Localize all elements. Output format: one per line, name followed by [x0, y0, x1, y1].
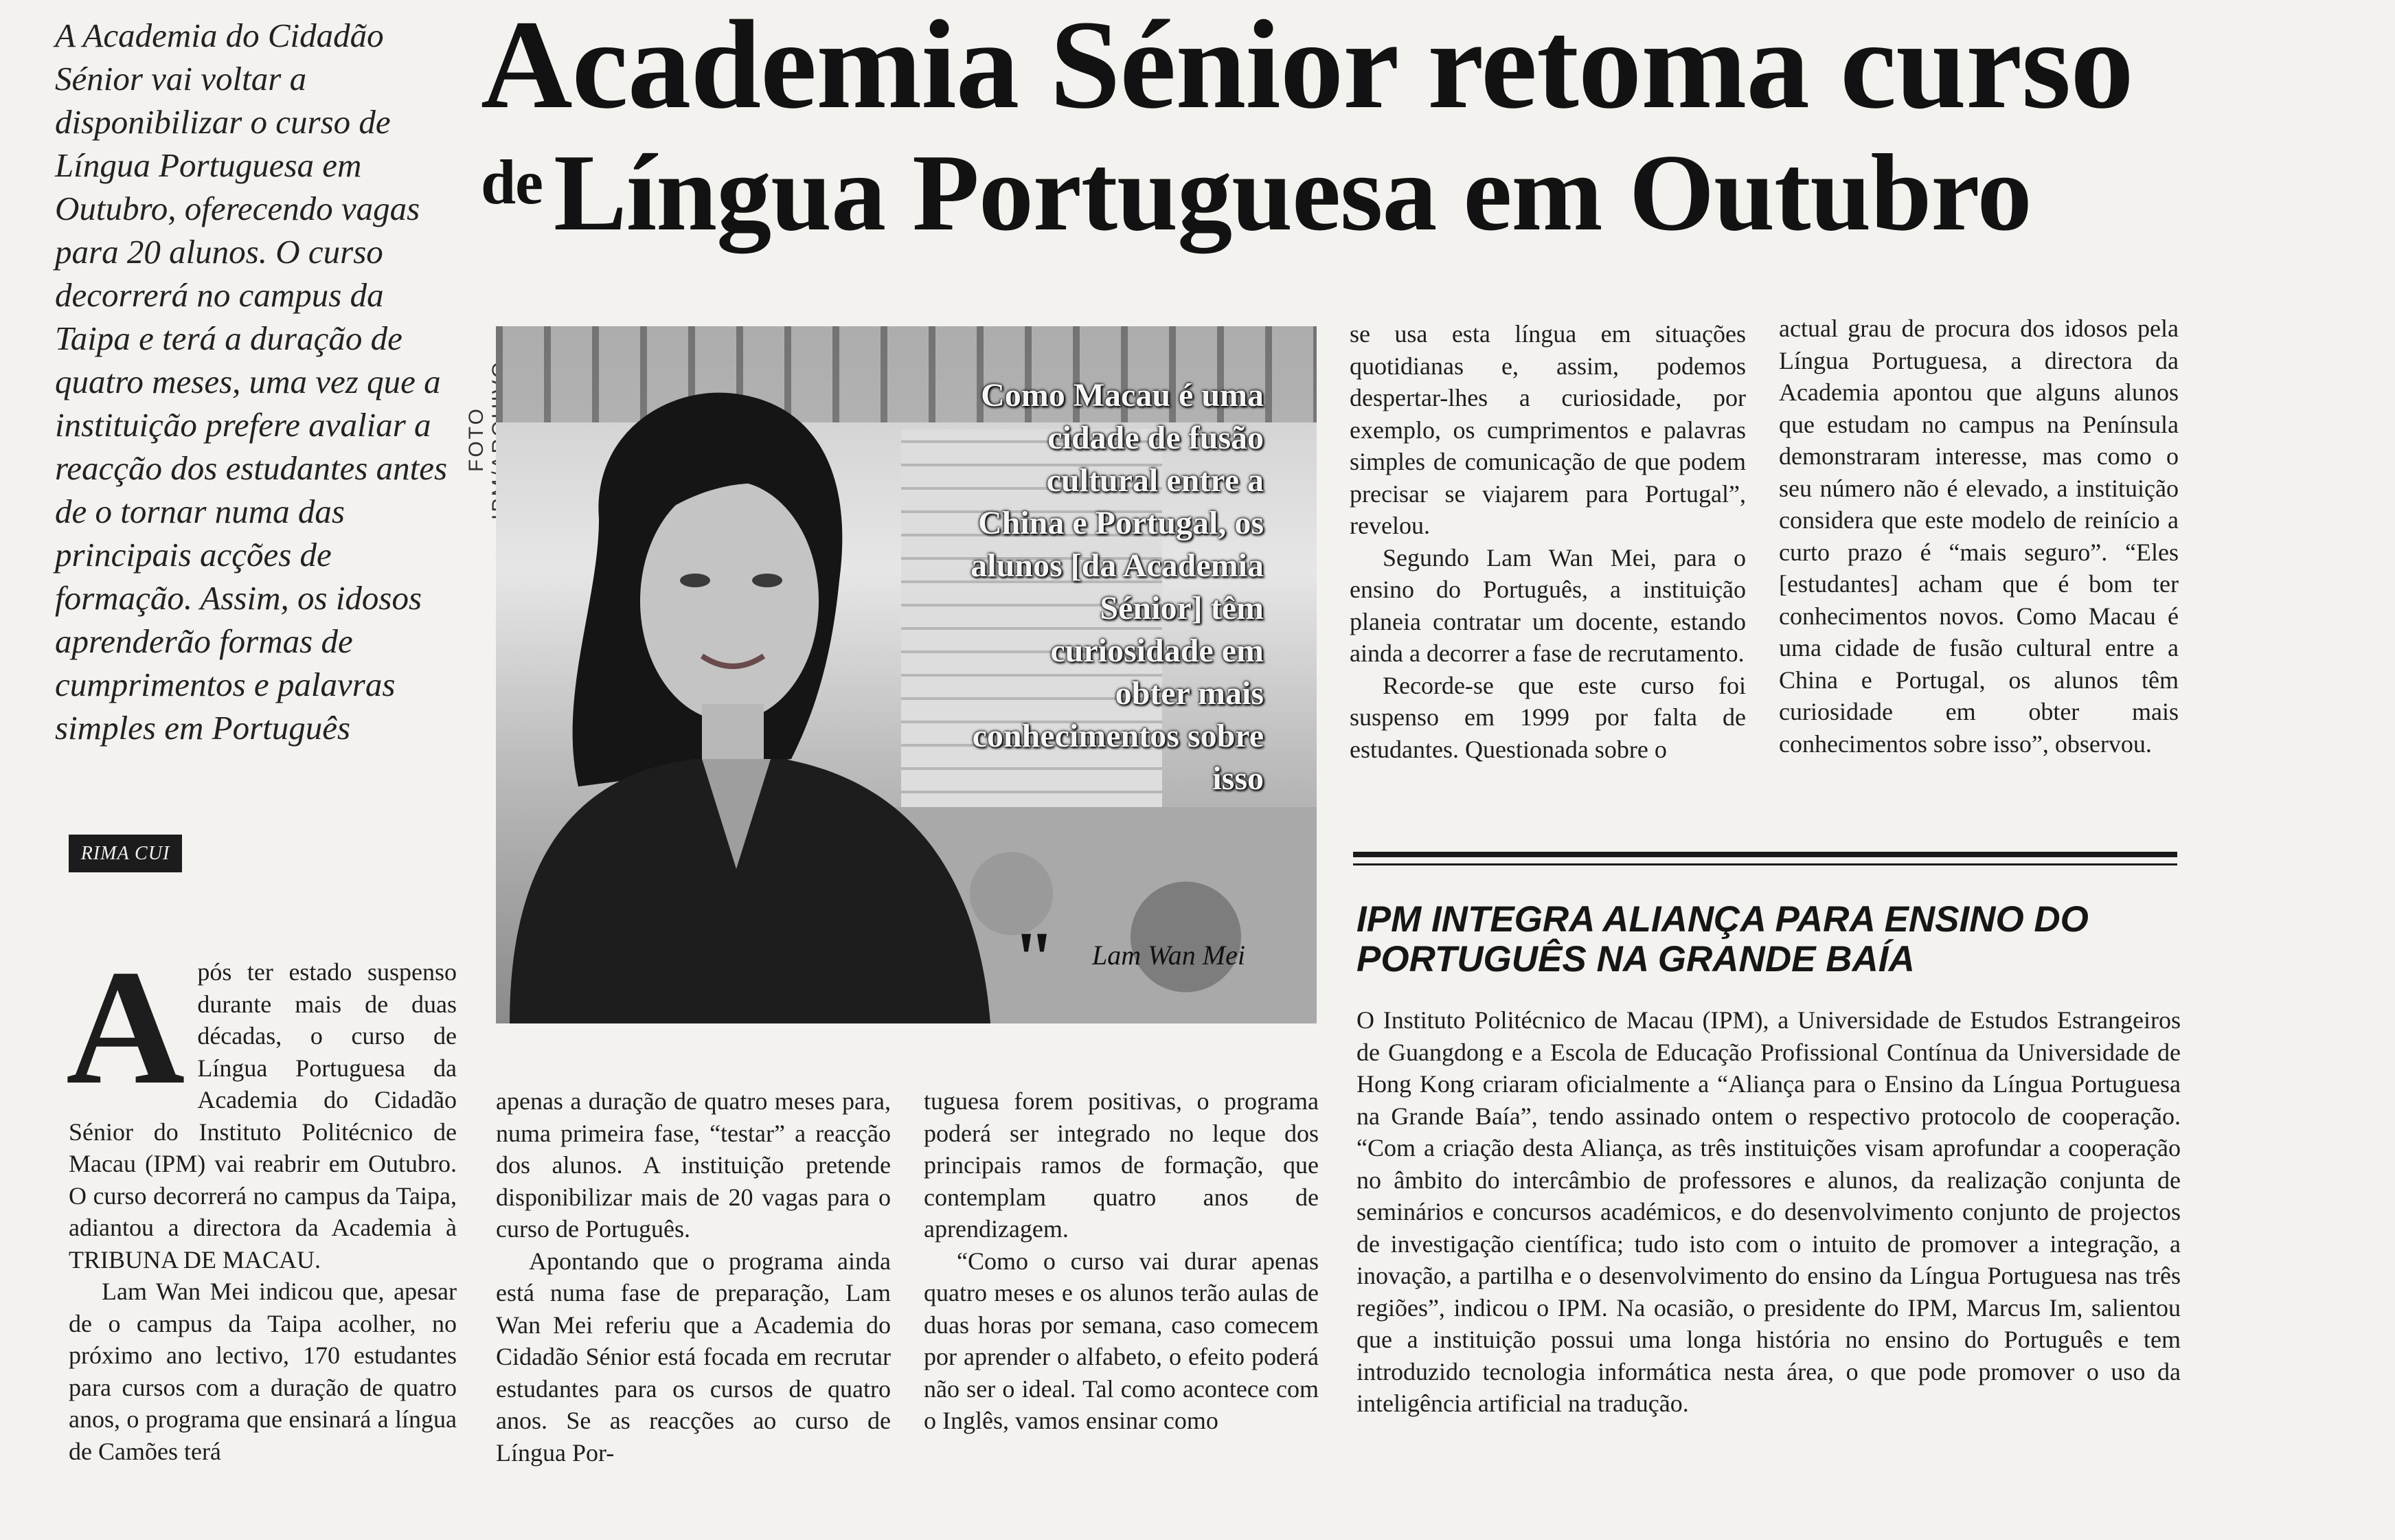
portrait-figure: [496, 374, 990, 1023]
photo-credit: FOTO: [465, 407, 488, 473]
headline-line-2-wrap: [481, 131, 2170, 253]
body-column-1: [66, 936, 457, 1467]
sidebar-divider-thick: [1353, 852, 2177, 857]
body-paragraph: Lam Wan Mei indicou que, apesar de o campus da Taipa acolher, no próximo ano lectivo, 170 estudantes para cursos com a duração de quatro anos, o programa que ensinará a língua de Camões terá: [69, 1278, 457, 1465]
body-paragraph: Segundo Lam Wan Mei, para o ensino do Português, a instituição planeia contratar um docente, estando ainda a decorrer a fase de recrutamento.: [1350, 543, 1746, 667]
drop-cap: A: [66, 936, 185, 1118]
sidebar-divider-thin: [1353, 863, 2177, 865]
body-column-5: [1779, 313, 2179, 760]
byline-badge: RIMA CUI: [69, 835, 182, 872]
sidebar-body: [1357, 1004, 2181, 1420]
sidebar-paragraph: O Instituto Politécnico de Macau (IPM), a Universidade de Estudos Estrangeiros de Guangdong e a Escola de Educação Profissional Contínua da Universidade de Hong Kong criaram oficialmente a “Aliança para o Ensino da Língua Portuguesa na Grande Baía”, tendo assinado ontem o respectivo protocolo de cooperação. “Com a criação desta Aliança, as três instituições visam aprofundar a cooperação no âmbito do intercâmbio de professores e alunos, da realização conjunta de seminários e concursos académicos, e do desenvolvimento conjunto de projectos de investigação científica; tudo isto com o intuito de promover a integração, a inovação, a partilha e o desenvolvimento do ensino da Língua Portuguesa nas três regiões”, indicou o IPM. Na ocasião, o presidente do IPM, Marcus Im, salientou que a instituição possui uma longa história no ensino do Português e tem introduzido tecnologia informática nesta área, o que pode promover o uso da inteligência artificial na tradução.: [1357, 1006, 2181, 1417]
body-paragraph: apenas a duração de quatro meses para, numa primeira fase, “testar” a reacção dos alunos. A instituição pretende disponibilizar mais de 20 vagas para o curso de Português.: [496, 1087, 891, 1243]
pull-quote: Como Macau é uma cidade de fusão cultural entre a China e Portugal, os alunos [da Academia Sénior] têm curiosidade em obter mais conhecimentos sobre isso: [971, 377, 1264, 797]
sidebar-title: IPM INTEGRA ALIANÇA PARA ENSINO DO PORTUGUÊS NA GRANDE BAÍA: [1357, 899, 2089, 980]
body-paragraph: Apontando que o programa ainda está numa fase de preparação, Lam Wan Mei referiu que a Academia do Cidadão Sénior está focada em recrutar estudantes para os cursos de quatro anos. Se as reacções ao curso de Língua Por-: [496, 1247, 891, 1467]
body-column-2: [496, 1085, 891, 1469]
headline-line-2: Língua Portuguesa em Outubro: [554, 131, 2032, 253]
portrait-face: [640, 481, 819, 721]
body-paragraph: tuguesa forem positivas, o programa poderá ser integrado no leque dos principais ramos de formação, que contemplam quatro anos de aprendizagem.: [924, 1087, 1319, 1243]
headline-prefix: de: [481, 147, 543, 217]
body-column-4: [1350, 318, 1746, 765]
article-lead: A Academia do Cidadão Sénior vai voltar a disponibilizar o curso de Língua Portuguesa em Outubro, oferecendo vagas para 20 alunos. O curso decorrerá no campus da Taipa e terá a duração de quatro meses, uma vez que a instituição prefere avaliar a reacção dos estudantes antes de o tornar numa das principais acções de formação. Assim, os idosos aprenderão formas de cumprimentos e palavras simples em Português: [55, 16, 448, 747]
quote-attribution: Lam Wan Mei: [1092, 940, 1245, 971]
body-paragraph: actual grau de procura dos idosos pela Língua Portuguesa, a directora da Academia apontou que alguns alunos que estudam no campus na Península demonstraram interesse, mas como o seu número não é elevado, a instituição considera que este modelo de reinício a curto prazo é “mais seguro”. “Eles [estudantes] acham que é bom ter conhecimentos novos. Como Macau é uma cidade de fusão cultural entre a China e Portugal, os alunos têm curiosidade em obter mais conhecimentos sobre isso”, observou.: [1779, 315, 2179, 758]
quote-mark: ": [1013, 916, 1056, 1000]
body-paragraph: se usa esta língua em situações quotidianas e, assim, podemos despertar-lhes a curiosidade, por exemplo, os cumprimentos e palavras simples de comunicação de que podem precisar se viajarem para Portugal”, revelou.: [1350, 320, 1746, 539]
body-column-3: [924, 1085, 1319, 1437]
headline-line-1: Academia Sénior retoma curso: [481, 0, 2133, 135]
body-paragraph: pós ter estado suspenso durante mais de duas décadas, o curso de Língua Portuguesa da Academia do Cidadão Sénior do Instituto Politécnico de Macau (IPM) vai reabrir em Outubro. O curso decorrerá no campus da Taipa, adiantou a directora da Academia à TRIBUNA DE MACAU.: [69, 958, 457, 1273]
headline: [481, 0, 2170, 253]
body-paragraph: “Como o curso vai durar apenas quatro meses e os alunos terão aulas de duas horas por semana, caso comecem por aprender o alfabeto, o efeito poderá não ser o ideal. Tal como acontece com o Inglês, vamos ensinar como: [924, 1247, 1319, 1434]
body-paragraph: Recorde-se que este curso foi suspenso em 1999 por falta de estudantes. Questionada sobre o: [1350, 671, 1746, 763]
